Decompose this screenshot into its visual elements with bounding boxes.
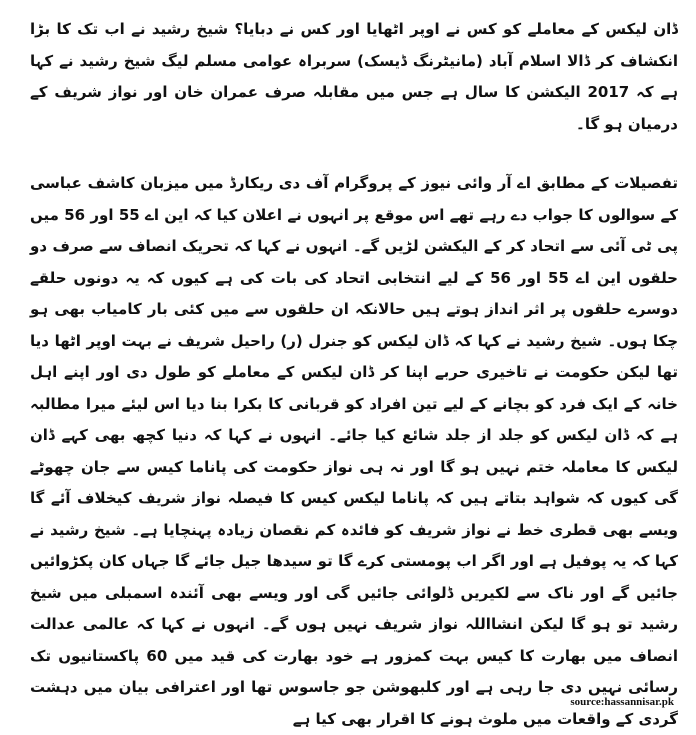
article-intro-paragraph: ڈان لیکس کے معاملے کو کس نے اوپر اٹھایا اور کس نے دبایا؟ شیخ رشید نے اب تک کا بڑا انکشاف کر ڈالا اسلام آباد (مانیٹرنگ ڈیسک) سربراہ عوامی مسلم لیگ شیخ رشید نے کہا ہے کہ 2017 الیکشن کا سال ہے جس میں مقابلہ صرف عمران خان اور نواز شریف کے درمیان ہو گا۔ (30, 20, 678, 133)
article-main-paragraph: تفصیلات کے مطابق اے آر وائی نیوز کے پروگرام آف دی ریکارڈ میں میزبان کاشف عباسی کے سوالوں کا جواب دے رہے تھے اس موقع پر انہوں نے اعلان کیا کہ این اے 55 اور 56 میں پی ٹی آئی سے اتحاد کر کے الیکشن لڑیں گے۔ انہوں نے کہا کہ تحریک انصاف سے صرف دو حلقوں این اے 55 اور 56 کے لیے انتخابی اتحاد کی بات کی ہے کیوں کہ یہ دونوں حلقے دوسرے حلقوں پر اثر انداز ہوتے ہیں حالانکہ ان حلقوں سے میں کئی بار کامیاب بھی ہو چکا ہوں۔ شیخ رشید نے کہا کہ ڈان لیکس کو جنرل (ر) راحیل شریف نے بہت اوپر اٹھا دیا تھا لیکن حکومت نے تاخیری حربے اپنا کر ڈان لیکس کے معاملے کو طول دی اور اپنے اہل خانہ کے ایک فرد کو بچانے کے لیے تین افراد کو قربانی کا بکرا بنا دیا اس لیئے میرا مطالبہ ہے کہ ڈان لیکس کو جلد از جلد شائع کیا جائے۔ انہوں نے کہا کہ دنیا کچھ بھی کہے ڈان لیکس کا معاملہ ختم نہیں ہو گا اور نہ ہی نواز حکومت کی پاناما کیس سے جان چھوٹے گی کیوں کہ شواہد بتاتے ہیں کہ پاناما لیکس کیس کا فیصلہ نواز شریف کیخلاف آئے گا ویسے بھی قطری خط نے نواز شریف کو فائدہ کم نقصان زیادہ پہنچایا ہے۔ شیخ رشید نے کہا کہ یہ پوفیل ہے اور اگر اب پومستی کرے گا تو سیدھا جیل جائے گا جہاں کان پکڑوائیں جائیں گے اور ناک سے لکیریں ڈلوائی جائیں گی اور ویسے بھی آئندہ اسمبلی میں شیخ رشید تو ہو گا لیکن انشااللہ نواز شریف نہیں ہوں گے۔ انہوں نے کہا کہ عالمی عدالت انصاف میں بھارت کا کیس بہت کمزور ہے خود بھارت کی قید میں 60 پاکستانیوں تک رسائی نہیں دی جا رہی ہے اور کلبھوشن جو جاسوس تھا اور اعترافی بیان میں دہشت گردی کے واقعات میں ملوث ہونے کا اقرار بھی کیا ہے (30, 174, 679, 728)
article-body (30, 14, 678, 735)
source-credit: source:hassannisar.pk (570, 696, 674, 708)
